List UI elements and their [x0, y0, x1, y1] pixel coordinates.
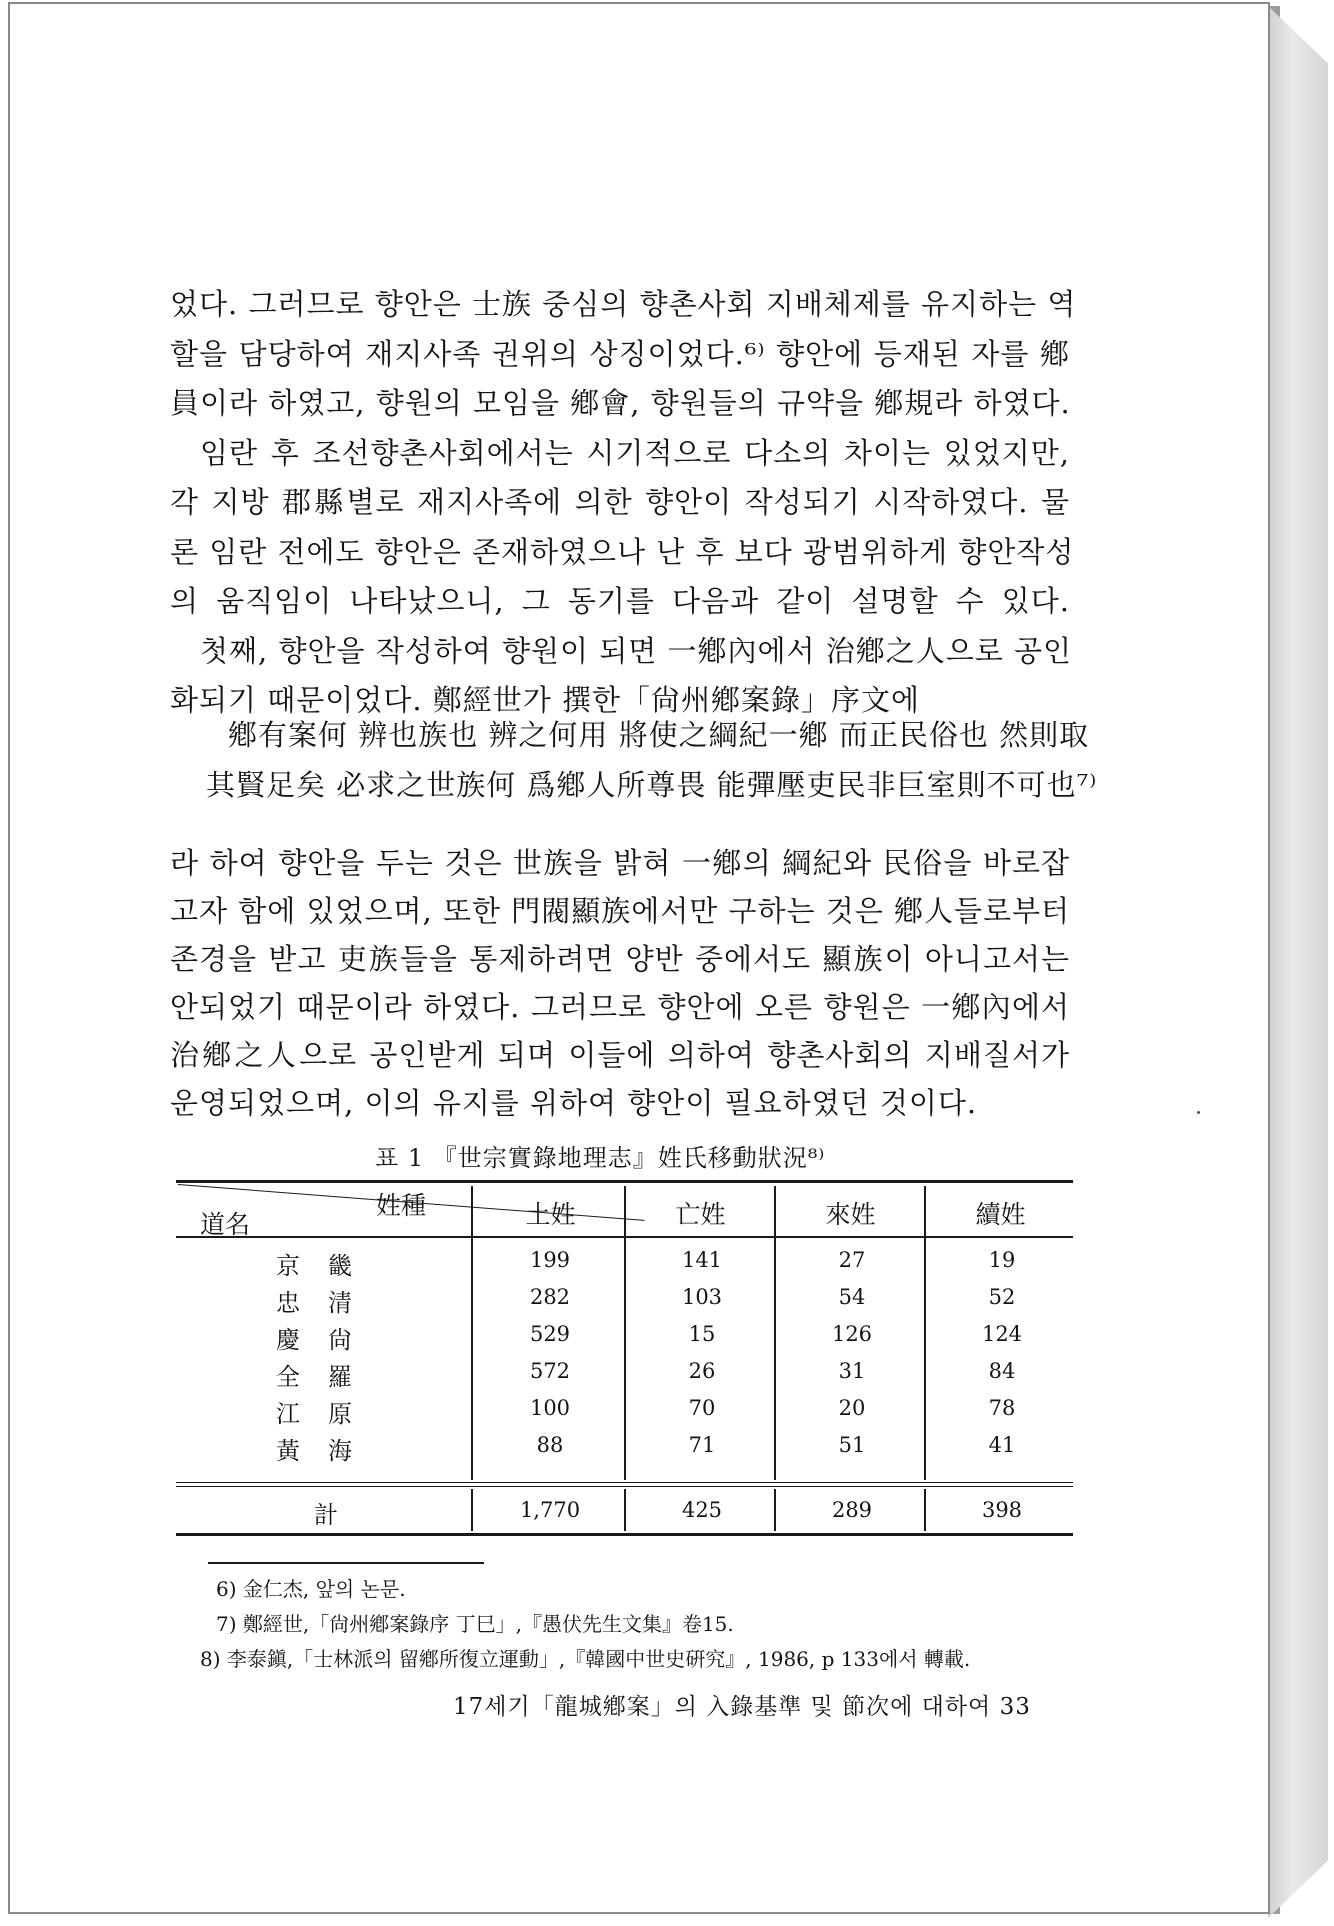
text-line: 治鄕之人으로 공인받게 되며 이들에 의하여 향촌사회의 지배질서가: [170, 1038, 1070, 1072]
text-line: 었다. 그러므로 향안은 士族 중심의 향촌사회 지배체제를 유지하는 역: [170, 287, 1077, 321]
table-cell: 70: [688, 1396, 716, 1420]
region-name: 慶尙: [276, 1326, 380, 1354]
table-cell: 54: [838, 1285, 866, 1309]
table-cell: 529: [529, 1322, 571, 1346]
table-cell: 84: [988, 1359, 1016, 1383]
total-cell: 398: [981, 1498, 1023, 1522]
region-name: 忠清: [276, 1289, 380, 1317]
region-name: 全羅: [276, 1363, 380, 1391]
region-name: 黃海: [276, 1437, 380, 1465]
region-name: 江原: [276, 1400, 380, 1428]
table-cell: 282: [529, 1285, 571, 1309]
total-cell: 1,770: [519, 1498, 581, 1522]
total-rule-1: [176, 1482, 1073, 1483]
footnote: 8) 李泰鎭,「士林派의 留鄕所復立運動」,『韓國中世史硏究』, 1986, p 133에서 轉載.: [200, 1647, 971, 1671]
text-line: 존경을 받고 吏族들을 통제하려면 양반 중에서도 顯族이 아니고서는: [170, 942, 1070, 976]
table-cell: 126: [831, 1322, 873, 1346]
text-line: 임란 후 조선향촌사회에서는 시기적으로 다소의 차이는 있었지만,: [200, 435, 1070, 470]
book-spine: [1268, 6, 1328, 1918]
total-cell: 289: [831, 1498, 873, 1522]
column-header: 續姓: [975, 1200, 1026, 1229]
text-line: 고자 함에 있었으며, 또한 門閥顯族에서만 구하는 것은 鄕人들로부터: [170, 894, 1071, 928]
text-line: 員이라 하였고, 향원의 모임을 鄕會, 향원들의 규약을 鄕規라 하였다.: [170, 386, 1071, 420]
table-cell: 572: [529, 1359, 571, 1383]
paragraph-1: [170, 280, 1077, 726]
quote-line: 其賢足矣 必求之世族何 爲鄕人所尊畏 能彈壓吏民非巨室則不可也⁷⁾: [206, 767, 1098, 802]
column-divider: [471, 1489, 473, 1531]
table-cell: 199: [529, 1248, 571, 1272]
footnote: 6) 金仁杰, 앞의 논문.: [216, 1577, 406, 1601]
table-cell: 124: [981, 1322, 1023, 1346]
column-divider: [924, 1489, 926, 1531]
surname-table: [176, 1180, 1073, 1537]
text-line: 운영되었으며, 이의 유지를 위하여 향안이 필요하였던 것이다.: [170, 1086, 978, 1120]
column-divider: [471, 1186, 473, 1480]
table-cell: 27: [838, 1248, 866, 1272]
scan-speck: [1197, 1111, 1200, 1114]
paragraph-2: [170, 839, 1070, 1127]
quote-line: 鄕有案何 辨也族也 辨之何用 將使之綱紀一鄕 而正民俗也 然則取: [228, 718, 1090, 752]
column-header: 來姓: [825, 1200, 876, 1229]
text-line: 의 움직임이 나타났으니, 그 동기를 다음과 같이 설명할 수 있다.: [170, 584, 1070, 618]
table-cell: 20: [838, 1396, 866, 1420]
table-top-rule: [176, 1180, 1073, 1183]
column-header: 亡姓: [675, 1200, 726, 1229]
table-cell: 51: [838, 1433, 866, 1457]
table-cell: 103: [681, 1285, 723, 1309]
table-bottom-rule: [176, 1533, 1073, 1536]
table-cell: 141: [681, 1248, 723, 1272]
table-cell: 71: [688, 1433, 716, 1457]
footnotes: [200, 1572, 1080, 1677]
table-cell: 52: [988, 1285, 1016, 1309]
total-rule-2: [176, 1486, 1073, 1487]
table-cell: 100: [529, 1396, 571, 1420]
table-title: 표 1 『世宗實錄地理志』姓氏移動狀況⁸⁾: [375, 1144, 826, 1172]
text-line: 안되었기 때문이라 하였다. 그러므로 향안에 오른 향원은 一鄕內에서: [170, 990, 1070, 1024]
region-name: 京畿: [276, 1252, 380, 1280]
column-divider: [624, 1489, 626, 1531]
column-divider: [624, 1186, 626, 1480]
text-line: 첫째, 향안을 작성하여 향원이 되면 一鄕內에서 治鄕之人으로 공인: [200, 633, 1073, 668]
text-line: 할을 담당하여 재지사족 권위의 상징이었다.⁶⁾ 향안에 등재된 자를 鄕: [170, 336, 1070, 371]
text-line: 화되기 때문이었다. 鄭經世가 撰한「尙州鄕案錄」序文에: [170, 683, 921, 717]
table-cell: 41: [988, 1433, 1016, 1457]
corner-header-top: 姓種: [376, 1191, 427, 1220]
table-cell: 78: [988, 1396, 1016, 1420]
column-divider: [774, 1489, 776, 1531]
footnote: 7) 鄭經世,「尙州鄕案錄序 丁巳」,『愚伏先生文集』卷15.: [216, 1612, 734, 1636]
column-divider: [924, 1186, 926, 1480]
text-line: 라 하여 향안을 두는 것은 世族을 밝혀 一鄕의 綱紀와 民俗을 바로잡: [170, 846, 1070, 880]
column-header: 土姓: [525, 1200, 576, 1229]
running-footer: 17세기「龍城鄕案」의 入錄基準 및 節次에 대하여 33: [453, 1694, 1031, 1720]
table-cell: 26: [688, 1359, 716, 1383]
table-cell: 88: [536, 1433, 564, 1457]
table-cell: 15: [688, 1322, 716, 1346]
corner-header-bottom: 道名: [200, 1210, 251, 1239]
footnote-rule: [208, 1562, 484, 1564]
table-cell: 31: [838, 1359, 866, 1383]
table-cell: 19: [988, 1248, 1016, 1272]
text-line: 론 임란 전에도 향안은 존재하였으나 난 후 보다 광범위하게 향안작성: [170, 534, 1075, 569]
total-cell: 425: [681, 1498, 723, 1522]
column-divider: [774, 1186, 776, 1480]
block-quote: [206, 710, 1098, 809]
text-line: 각 지방 郡縣별로 재지사족에 의한 향안이 작성되기 시작하였다. 물: [170, 485, 1070, 519]
total-label: 計: [314, 1501, 338, 1529]
